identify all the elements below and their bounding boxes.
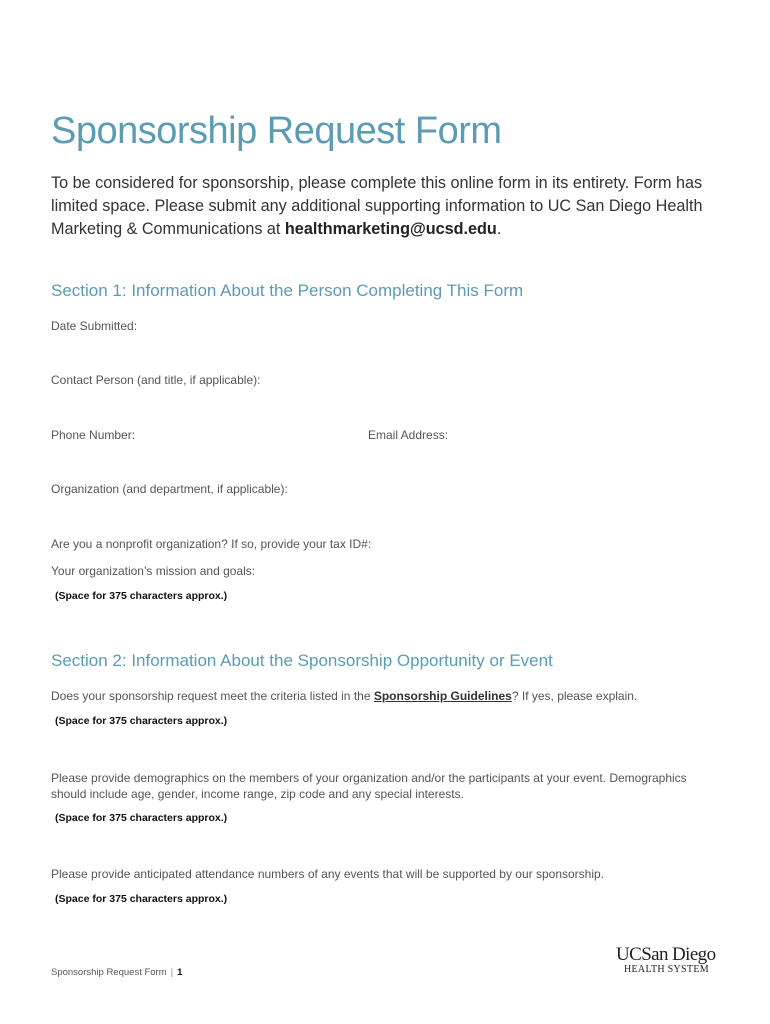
footer-doc-name: Sponsorship Request Form <box>51 967 167 978</box>
mission-space-hint[interactable]: (Space for 375 characters approx.) <box>55 590 228 602</box>
footer-separator: | <box>170 967 174 978</box>
date-submitted-label: Date Submitted: <box>51 319 138 333</box>
email-address-input[interactable] <box>455 424 719 446</box>
contact-person-label: Contact Person (and title, if applicable): <box>51 373 261 387</box>
contact-person-input[interactable] <box>270 369 714 391</box>
demographics-space-hint[interactable]: (Space for 375 characters approx.) <box>55 812 228 824</box>
section2-heading: Section 2: Information About the Sponsorship Opportunity or Event <box>51 651 553 670</box>
page-title: Sponsorship Request Form <box>51 110 502 152</box>
intro-paragraph <box>51 172 711 241</box>
demographics-question: Please provide demographics on the members of your organization and/or the participants at your event. Demographics should include age, gender, income range, zip code and any special interests. <box>51 771 687 801</box>
section1-heading: Section 1: Information About the Person Completing This Form <box>51 281 524 300</box>
organization-label: Organization (and department, if applicable): <box>51 482 288 496</box>
footer-page-number: 1 <box>177 967 183 978</box>
criteria-question <box>51 689 637 703</box>
sponsorship-guidelines-link[interactable]: Sponsorship Guidelines <box>373 689 512 703</box>
email-address-label: Email Address: <box>368 428 449 442</box>
organization-input[interactable] <box>300 478 714 500</box>
mission-label: Your organization’s mission and goals: <box>51 564 256 578</box>
attendance-space-hint[interactable]: (Space for 375 characters approx.) <box>55 893 228 905</box>
criteria-space-hint[interactable]: (Space for 375 characters approx.) <box>55 715 228 727</box>
intro-email: healthmarketing@ucsd.edu <box>284 220 497 238</box>
uc-san-diego-health-logo <box>616 945 726 981</box>
date-submitted-input[interactable] <box>150 315 714 337</box>
tax-id-input[interactable] <box>385 533 714 555</box>
logo-line1: UCSan Diego <box>616 944 716 965</box>
criteria-pre-text: Does your sponsorship request meet the criteria listed in the <box>51 689 374 703</box>
intro-text: To be considered for sponsorship, please complete this online form in its entirety. Form has limited space. Please submit any additional supporting information to UC San Diego Health Marketing & Communications at <box>51 174 703 238</box>
intro-end: . <box>496 220 502 238</box>
phone-number-input[interactable] <box>140 424 364 446</box>
criteria-post-text: ? If yes, please explain. <box>511 689 638 703</box>
nonprofit-label: Are you a nonprofit organization? If so, provide your tax ID#: <box>51 537 372 551</box>
logo-line2: HEALTH SYSTEM <box>624 964 709 975</box>
footer <box>51 967 182 978</box>
phone-number-label: Phone Number: <box>51 428 136 442</box>
attendance-question: Please provide anticipated attendance numbers of any events that will be supported by our sponsorship. <box>51 867 605 881</box>
